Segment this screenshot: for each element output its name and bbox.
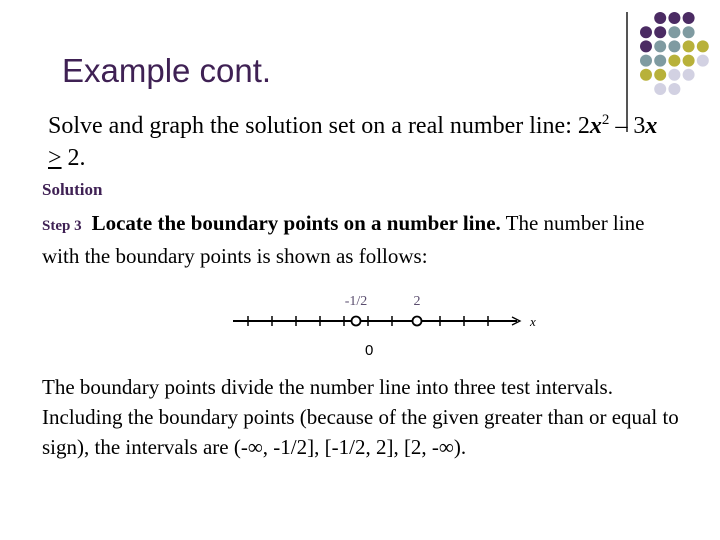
decorative-dot bbox=[668, 69, 680, 81]
point-label-neg-half: -1/2 bbox=[344, 294, 368, 309]
axis-label-x: x bbox=[530, 314, 536, 329]
decorative-dot bbox=[668, 40, 680, 52]
decorative-dot bbox=[697, 55, 709, 67]
problem-variable: x bbox=[589, 113, 602, 139]
problem-text-start: Solve and graph the solution set on a real number line: 2 bbox=[48, 113, 590, 139]
page-title: Example cont. bbox=[62, 52, 272, 89]
decorative-dot bbox=[654, 83, 666, 95]
problem-text-mid: – 3 bbox=[609, 113, 646, 139]
decorative-dot bbox=[683, 40, 695, 52]
decorative-dot bbox=[640, 26, 652, 38]
decorative-dot bbox=[654, 12, 666, 24]
decorative-dot bbox=[640, 55, 652, 67]
decorative-dot bbox=[683, 12, 695, 24]
conclusion-paragraph: The boundary points divide the number line into three test intervals. Including the boundary points (because of the given greater than or equal to sign), the intervals are (-∞, -1/2], [-1/2, 2], [2, -∞). bbox=[42, 375, 679, 459]
decorative-dot bbox=[640, 40, 652, 52]
decorative-dot bbox=[640, 69, 652, 81]
decorative-dot bbox=[654, 55, 666, 67]
problem-relation: > bbox=[48, 145, 62, 171]
decorative-dot bbox=[668, 55, 680, 67]
boundary-point-neg-half bbox=[352, 317, 361, 326]
decorative-dot bbox=[683, 69, 695, 81]
solution-label: Solution bbox=[42, 180, 103, 199]
decorative-dot bbox=[683, 26, 695, 38]
step-paragraph bbox=[42, 208, 682, 271]
decorative-dot bbox=[683, 55, 695, 67]
point-label-two: 2 bbox=[413, 294, 421, 309]
step-heading: Locate the boundary points on a number line. bbox=[91, 211, 501, 235]
decorative-dot bbox=[668, 12, 680, 24]
decorative-dot bbox=[654, 26, 666, 38]
step-number: Step 3 bbox=[42, 218, 82, 234]
step-body: The number line with the boundary points is shown as follows: bbox=[42, 211, 645, 268]
decorative-dot bbox=[654, 40, 666, 52]
decorative-dot bbox=[654, 69, 666, 81]
origin-label: 0 bbox=[365, 342, 374, 359]
number-line bbox=[220, 280, 550, 340]
decorative-dot bbox=[668, 26, 680, 38]
problem-variable-2: x bbox=[645, 113, 658, 139]
decorative-dot bbox=[668, 83, 680, 95]
boundary-point-two bbox=[413, 317, 422, 326]
problem-statement bbox=[48, 104, 668, 174]
decorative-dot bbox=[697, 40, 709, 52]
problem-exponent: 2 bbox=[601, 112, 610, 128]
problem-text-end: 2. bbox=[61, 145, 86, 171]
